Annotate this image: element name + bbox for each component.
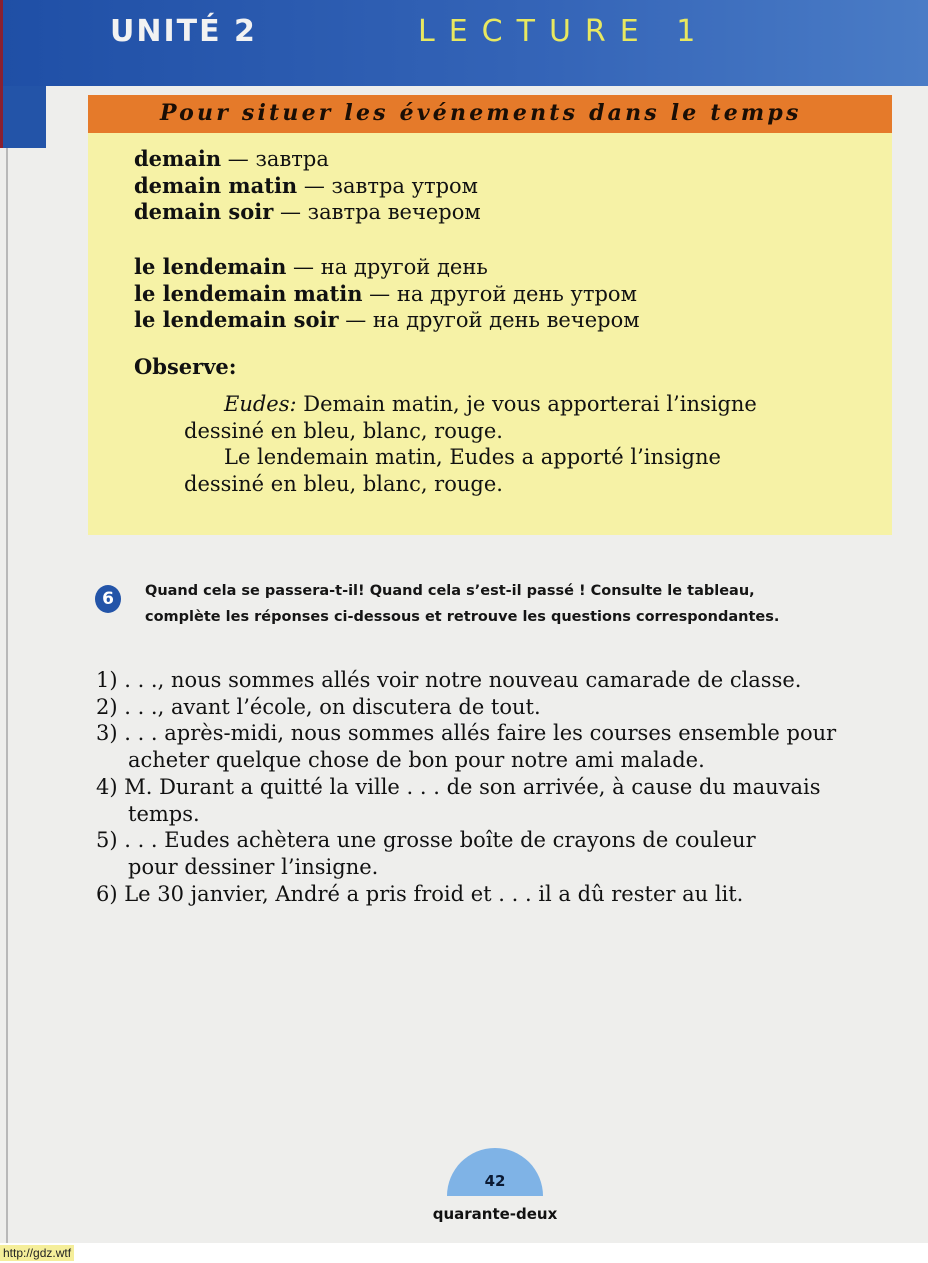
exercise-item: 5) . . . Eudes achètera une grosse boîte de crayons de couleur pour dessiner l’insigne. [96,828,756,879]
box-title: Pour situer les événements dans le temps [160,100,802,126]
lesson-label: LECTURE 1 [418,14,710,49]
header-left-strip [0,86,46,148]
example-line: Eudes: Demain matin, je vous apporterai l’insigne [224,392,757,416]
page-number-words: quarante-deux [432,1205,558,1223]
exercise-item: 4) M. Durant a quitté la ville . . . de son arrivée, à cause du mauvais temps. [96,774,821,826]
observe-label: Observe: [134,354,237,379]
vocab-line: le lendemain matin — на другой день утром [134,281,637,306]
unit-label: UNITÉ 2 [110,14,257,49]
example-line: dessiné en bleu, blanc, rouge. [184,472,503,496]
vocab-line: demain soir — завтра вечером [134,199,481,224]
page-number-badge [447,1148,543,1196]
exercise-item: 6) Le 30 janvier, André a pris froid et . . . il a dû rester au lit. [96,881,744,906]
vocab-line: demain — завтра [134,146,329,171]
exercise-items [96,667,896,907]
page-edge-mark [0,0,3,148]
exercise-number-badge: 6 [95,585,121,613]
page-binding-edge [6,148,8,1243]
exercise-instruction: Quand cela se passera-t-il! Quand cela s’est-il passé ! Consulte le tableau, complète les réponses ci-dessous et retrouve les questions correspondantes. [145,583,780,625]
bottom-margin [0,1243,928,1263]
example-line: dessiné en bleu, blanc, rouge. [184,419,503,443]
exercise-item: 1) . . ., nous sommes allés voir notre nouveau camarade de classe. [96,668,802,692]
vocab-line: le lendemain soir — на другой день вечером [134,307,640,332]
exercise-item: 3) . . . après-midi, nous sommes allés faire les courses ensemble pour acheter quelque chose de bon pour notre ami malade. [96,721,837,773]
page-number: 42 [484,1172,506,1190]
exercise-item: 2) . . ., avant l’école, on discutera de tout. [96,694,541,719]
box-title-bar [88,95,892,133]
vocab-line: demain matin — завтра утром [134,173,478,198]
example-line: Le lendemain matin, Eudes a apporté l’insigne [224,445,721,469]
watermark-link[interactable]: http://gdz.wtf [0,1245,74,1261]
vocab-line: le lendemain — на другой день [134,254,488,279]
